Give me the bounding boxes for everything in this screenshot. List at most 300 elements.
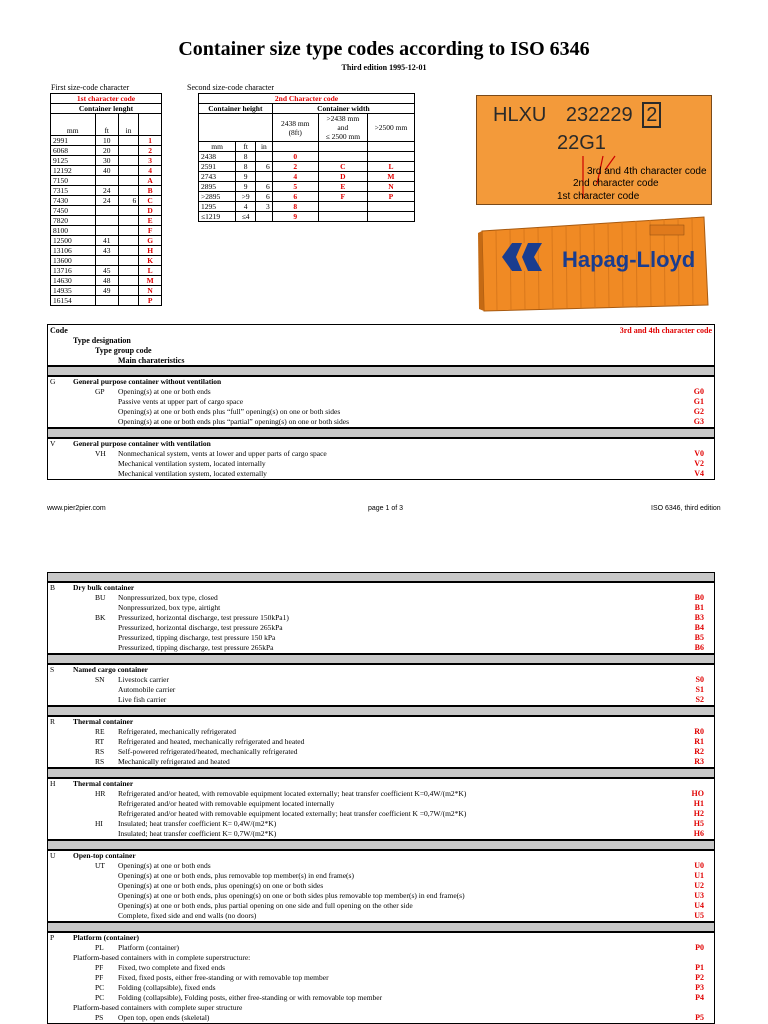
t2-row (199, 162, 415, 172)
annotation-3rd-4th: 3rd and 4th character code (587, 166, 707, 177)
t2-code-2500: C (318, 162, 367, 172)
document-title: Container size type codes according to ISO 6346 (178, 38, 590, 60)
size-type-code: P1 (695, 963, 704, 972)
size-type-code: S2 (695, 695, 704, 704)
section-letter: V (50, 439, 56, 448)
t1-row (51, 286, 162, 296)
characteristic: Folding (collapsible), Folding posts, either free-standing or with removable top member (118, 993, 383, 1002)
section-separator (47, 840, 715, 850)
t1-mm: 12500 (51, 236, 96, 246)
t2-row (199, 212, 415, 222)
type-group-code: PL (95, 943, 104, 952)
section-separator (47, 654, 715, 664)
t1-in (118, 186, 138, 196)
code-row (48, 1013, 714, 1023)
t2-width-8ft: 2438 mm (8ft) (280, 118, 310, 137)
code-row (48, 397, 714, 407)
code-row (48, 901, 714, 911)
characteristic: Nonmechanical system, vents at lower and upper parts of cargo space (118, 449, 327, 458)
container-photo (476, 213, 712, 313)
t2-mm: 2743 (199, 172, 236, 182)
t2-code-wide (367, 202, 414, 212)
size-type-code: B6 (694, 643, 704, 652)
header-type-group: Type group code (95, 346, 152, 355)
t1-ft: 40 (95, 166, 118, 176)
section-P (47, 932, 715, 1024)
characteristic: Open top, open ends (skeletal) (118, 1013, 210, 1022)
t2-width-2 (318, 114, 367, 142)
size-type-code: V4 (694, 469, 704, 478)
t1-row (51, 226, 162, 236)
size-type-code: U4 (694, 901, 704, 910)
t2-code-8ft: 4 (272, 172, 318, 182)
t1-ft: 41 (95, 236, 118, 246)
brand-name: Hapag-Lloyd (562, 247, 696, 272)
code-row (48, 943, 714, 953)
t2-code-8ft: 9 (272, 212, 318, 222)
t1-code: N (139, 286, 162, 296)
characteristic: Insulated; heat transfer coefficient K= 0,7W/(m2*K) (118, 829, 277, 838)
type-group-code: RS (95, 757, 105, 766)
size-type-code: B3 (694, 613, 704, 622)
characteristic: Refrigerated and/or heated, with removable equipment located externally; heat transfer coefficient K=0,4W/(m2*K) (118, 789, 467, 798)
section-name: Thermal container (73, 779, 134, 788)
t1-mm: 13600 (51, 256, 96, 266)
t1-in (118, 166, 138, 176)
type-group-code: HI (95, 819, 103, 828)
size-type-code: P4 (695, 993, 704, 1002)
t2-code-8ft: 2 (272, 162, 318, 172)
t1-in (118, 246, 138, 256)
section-letter: G (50, 377, 56, 386)
code-row (48, 963, 714, 973)
document-subtitle: Third edition 1995-12-01 (341, 63, 427, 72)
code-row (48, 593, 714, 603)
t1-mm: 7150 (51, 176, 96, 186)
t1-code: M (139, 276, 162, 286)
t1-ft: 30 (95, 156, 118, 166)
t2-col-header (318, 142, 367, 152)
characteristic: Automobile carrier (118, 685, 176, 694)
section-B (47, 582, 715, 654)
size-type-code: H6 (693, 829, 704, 838)
type-group-code: RS (95, 747, 105, 756)
t1-row (51, 146, 162, 156)
section-G (47, 376, 715, 428)
t1-ft: 20 (95, 146, 118, 156)
size-type-code: V0 (694, 449, 704, 458)
characteristic: Passive vents at upper part of cargo space (118, 397, 244, 406)
t2-code-wide: M (367, 172, 414, 182)
t1-ft: 10 (95, 136, 118, 146)
section-letter: H (50, 779, 56, 788)
t1-row (51, 156, 162, 166)
section-separator (47, 572, 715, 582)
characteristic: Platform (container) (118, 943, 180, 952)
size-type-code: G1 (693, 397, 704, 406)
code-row (48, 757, 714, 767)
type-group-code: GP (95, 387, 105, 396)
size-type-code: R2 (694, 747, 704, 756)
size-type-code: S1 (695, 685, 704, 694)
annotation-arrows (477, 96, 713, 206)
t1-code: A (139, 176, 162, 186)
t1-in (118, 286, 138, 296)
size-type-code: P2 (695, 973, 704, 982)
characteristic: Nonpressurized, box type, airtight (118, 603, 221, 612)
characteristic: Folding (collapsible), fixed ends (118, 983, 216, 992)
characteristic: Opening(s) at one or both ends, plus opening(s) on one or both sides plus removable top member(s) in end frame(s) (118, 891, 465, 900)
size-type-code: H2 (693, 809, 704, 818)
section-name: Open-top container (73, 851, 136, 860)
t1-ft: 24 (95, 196, 118, 206)
t1-row (51, 196, 162, 206)
t1-code: H (139, 246, 162, 256)
section-letter: B (50, 583, 56, 592)
t2-code-2500: D (318, 172, 367, 182)
t2-row (199, 172, 415, 182)
header-code: Code (50, 326, 68, 335)
t2-code-8ft: 6 (272, 192, 318, 202)
section-letter: U (50, 851, 56, 860)
t1-ft (95, 176, 118, 186)
serial-number: 232229 (565, 104, 633, 126)
t2-ft: 8 (236, 152, 256, 162)
t2-code-2500: F (318, 192, 367, 202)
t2-row (199, 202, 415, 212)
t2-code-wide (367, 152, 414, 162)
type-group-code: PF (95, 963, 104, 972)
type-group-code: UT (95, 861, 105, 870)
annotation-2nd: 2nd character code (573, 178, 659, 189)
footer-website: www.pier2pier.com (47, 505, 106, 512)
t2-mm: 2591 (199, 162, 236, 172)
type-group-code: HR (95, 789, 106, 798)
t1-ft: 43 (95, 246, 118, 256)
t2-code-wide: N (367, 182, 414, 192)
t1-code: C (139, 196, 162, 206)
characteristic: Insulated; heat transfer coefficient K= 0,4W/(m2*K) (118, 819, 277, 828)
t2-in: 6 (256, 192, 273, 202)
t1-row (51, 236, 162, 246)
t2-col-header (367, 142, 414, 152)
t2-code-wide: L (367, 162, 414, 172)
code-row (48, 695, 714, 705)
t1-mm: 16154 (51, 296, 96, 306)
characteristic: Pressurized, horizontal discharge, test pressure 265kPa (118, 623, 283, 632)
t1-col-header: ft (95, 114, 118, 136)
t1-in (118, 296, 138, 306)
size-type-code: H1 (693, 799, 704, 808)
code-list-header (47, 324, 715, 366)
t1-mm: 13106 (51, 246, 96, 256)
t1-ft (95, 216, 118, 226)
t2-width-2-line: ≤ 2500 mm (325, 132, 361, 141)
t2-col-header (272, 142, 318, 152)
t1-code: G (139, 236, 162, 246)
first-char-caption: First size-code character (51, 83, 130, 92)
t1-row (51, 266, 162, 276)
t1-mm: 7820 (51, 216, 96, 226)
t2-ft: 4 (236, 202, 256, 212)
section-name: Thermal container (73, 717, 134, 726)
t1-mm: 7315 (51, 186, 96, 196)
t2-heading: 2nd Character code (199, 94, 415, 104)
t1-ft: 45 (95, 266, 118, 276)
section-name: General purpose container with ventilation (73, 439, 211, 448)
t1-mm: 6068 (51, 146, 96, 156)
size-type-code: G2 (693, 407, 704, 416)
t1-code: F (139, 226, 162, 236)
code-row (48, 789, 714, 799)
characteristic: Fixed, two complete and fixed ends (118, 963, 226, 972)
section-name: General purpose container without ventilation (73, 377, 222, 386)
t1-in (118, 256, 138, 266)
t1-row (51, 136, 162, 146)
size-type-code: R0 (694, 727, 704, 736)
code-row (48, 623, 714, 633)
second-char-caption: Second size-code character (187, 83, 275, 92)
header-type-designation: Type designation (73, 336, 131, 345)
characteristic: Opening(s) at one or both ends, plus partial opening on one side and full opening on the other side (118, 901, 413, 910)
section-U (47, 850, 715, 922)
t1-subheading: Container lenght (51, 104, 162, 114)
t1-in (118, 236, 138, 246)
t2-code-8ft: 5 (272, 182, 318, 192)
code-row (48, 675, 714, 685)
section-H (47, 778, 715, 840)
characteristic: Opening(s) at one or both ends, plus removable top member(s) in end frame(s) (118, 871, 354, 880)
t1-col-header: mm (51, 114, 96, 136)
type-group-code: PS (95, 1013, 104, 1022)
t2-code-2500 (318, 212, 367, 222)
type-group-code: VH (95, 449, 106, 458)
t2-col-header: ft (236, 142, 256, 152)
code-row (48, 993, 714, 1003)
code-row (48, 829, 714, 839)
t1-mm: 14935 (51, 286, 96, 296)
t1-code: 4 (139, 166, 162, 176)
t1-in (118, 216, 138, 226)
t2-in (256, 212, 273, 222)
t1-col-header (139, 114, 162, 136)
characteristic: Pressurized, tipping discharge, test pressure 150 kPa (118, 633, 276, 642)
t1-in (118, 136, 138, 146)
section-letter: P (50, 933, 55, 942)
size-type-code: G0 (693, 387, 704, 396)
t2-code-wide (367, 212, 414, 222)
t1-row (51, 166, 162, 176)
t2-mm: 1295 (199, 202, 236, 212)
t1-in (118, 226, 138, 236)
second-char-table (198, 93, 415, 222)
type-group-code: SN (95, 675, 105, 684)
characteristic: Nonpressurized, box type, closed (118, 593, 218, 602)
t2-width-2-line: and (337, 123, 349, 132)
size-type-code: H5 (693, 819, 704, 828)
size-type-code: U3 (694, 891, 704, 900)
t2-in: 3 (256, 202, 273, 212)
t2-blank (199, 114, 273, 142)
type-group-code: PC (95, 993, 105, 1002)
t2-code-8ft: 8 (272, 202, 318, 212)
size-type-code: G3 (693, 417, 704, 426)
characteristic: Self-powered refrigerated/heated, mechanically refrigerated (118, 747, 298, 756)
t1-ft (95, 206, 118, 216)
t1-mm: 7430 (51, 196, 96, 206)
characteristic: Opening(s) at one or both ends plus “full” opening(s) on one or both sides (118, 407, 341, 416)
t1-row (51, 296, 162, 306)
code-row (48, 871, 714, 881)
t2-ft: >9 (236, 192, 256, 202)
t2-ft: 8 (236, 162, 256, 172)
code-row (48, 819, 714, 829)
t1-code: E (139, 216, 162, 226)
characteristic: Live fish carrier (118, 695, 167, 704)
t2-code-2500 (318, 202, 367, 212)
t1-code: 3 (139, 156, 162, 166)
t1-row (51, 206, 162, 216)
size-type-code: B5 (694, 633, 704, 642)
characteristic: Fixed, fixed posts, either free-standing or with removable top member (118, 973, 329, 982)
code-row (48, 861, 714, 871)
t2-row (199, 182, 415, 192)
header-main-char: Main charateristics (118, 356, 185, 365)
section-V (47, 438, 715, 480)
code-row (48, 809, 714, 819)
t2-in (256, 172, 273, 182)
t1-code: K (139, 256, 162, 266)
size-type-code: 22G1 (557, 132, 606, 154)
code-row (48, 613, 714, 623)
t2-width-2-line: >2438 mm (326, 114, 360, 123)
size-type-code: P0 (695, 943, 704, 952)
section-name: Named cargo container (73, 665, 148, 674)
size-type-code: R3 (694, 757, 704, 766)
size-type-code: U5 (694, 911, 704, 920)
code-row (48, 643, 714, 653)
t1-code: B (139, 186, 162, 196)
first-char-table (50, 93, 162, 306)
t2-ft: ≤4 (236, 212, 256, 222)
t1-in (118, 176, 138, 186)
characteristic: Opening(s) at one or both ends, plus opening(s) on one or both sides (118, 881, 324, 890)
t1-row (51, 246, 162, 256)
size-type-code: HO (691, 789, 704, 798)
subgroup-label: Platform-based containers with complete super structure (73, 1003, 243, 1012)
size-type-code: P5 (695, 1013, 704, 1022)
t2-ft: 9 (236, 172, 256, 182)
section-S (47, 664, 715, 706)
code-row (48, 449, 714, 459)
t2-mm: >2895 (199, 192, 236, 202)
check-digit: 2 (642, 102, 661, 128)
t1-code: 2 (139, 146, 162, 156)
t1-mm: 9125 (51, 156, 96, 166)
t2-mm: ≤1219 (199, 212, 236, 222)
code-row (48, 973, 714, 983)
annotation-1st: 1st character code (557, 191, 640, 202)
code-row (48, 603, 714, 613)
t2-col-header: mm (199, 142, 236, 152)
t1-row (51, 216, 162, 226)
t1-in (118, 276, 138, 286)
t2-row (199, 152, 415, 162)
size-type-code: B0 (694, 593, 704, 602)
code-row (48, 891, 714, 901)
code-row (48, 417, 714, 427)
characteristic: Opening(s) at one or both ends (118, 861, 211, 870)
code-row (48, 407, 714, 417)
t1-row (51, 186, 162, 196)
t1-mm: 7450 (51, 206, 96, 216)
section-name: Platform (container) (73, 933, 140, 942)
t2-in: 6 (256, 182, 273, 192)
footer-standard: ISO 6346, third edition (651, 505, 721, 512)
t1-heading: 1st character code (51, 94, 162, 104)
size-type-code: B4 (694, 623, 704, 632)
container-code-photo (476, 95, 712, 205)
code-row (48, 1003, 714, 1013)
t1-mm: 2991 (51, 136, 96, 146)
section-R (47, 716, 715, 768)
t2-code-2500: E (318, 182, 367, 192)
section-separator (47, 922, 715, 932)
type-group-code: PC (95, 983, 105, 992)
t1-row (51, 256, 162, 266)
section-letter: R (50, 717, 56, 726)
size-type-code: U0 (694, 861, 704, 870)
t2-mm: 2895 (199, 182, 236, 192)
characteristic: Mechanically refrigerated and heated (118, 757, 230, 766)
section-separator (47, 366, 715, 376)
t1-code: D (139, 206, 162, 216)
code-row (48, 469, 714, 479)
t2-code-8ft: 0 (272, 152, 318, 162)
t1-in (118, 266, 138, 276)
t2-width-1 (272, 114, 318, 142)
t1-ft: 48 (95, 276, 118, 286)
characteristic: Pressurized, horizontal discharge, test pressure 150kPa1) (118, 613, 289, 622)
t1-code: P (139, 296, 162, 306)
t2-in (256, 152, 273, 162)
code-row (48, 799, 714, 809)
type-group-code: BK (95, 613, 106, 622)
t1-mm: 14630 (51, 276, 96, 286)
t1-code: 1 (139, 136, 162, 146)
size-type-code: U2 (694, 881, 704, 890)
characteristic: Refrigerated and/or heated with removable equipment located externally; heat transfer coefficient K =0,7W/(m2*K) (118, 809, 467, 818)
owner-code: HLXU (493, 104, 547, 126)
section-separator (47, 768, 715, 778)
characteristic: Opening(s) at one or both ends plus “partial” opening(s) on one or both sides (118, 417, 349, 426)
t2-code-2500 (318, 152, 367, 162)
subgroup-label: Platform-based containers with in complete superstructure: (73, 953, 251, 962)
header-3rd-4th: 3rd and 4th character code (619, 326, 712, 335)
characteristic: Mechanical ventilation system, located externally (118, 469, 267, 478)
t1-in: 6 (118, 196, 138, 206)
t1-ft (95, 256, 118, 266)
t1-ft: 24 (95, 186, 118, 196)
t1-mm: 8100 (51, 226, 96, 236)
code-row (48, 747, 714, 757)
t2-mm: 2438 (199, 152, 236, 162)
t1-in (118, 156, 138, 166)
t2-ft: 9 (236, 182, 256, 192)
characteristic: Opening(s) at one or both ends (118, 387, 211, 396)
t2-width-3: >2500 mm (367, 114, 414, 142)
characteristic: Livestock carrier (118, 675, 170, 684)
